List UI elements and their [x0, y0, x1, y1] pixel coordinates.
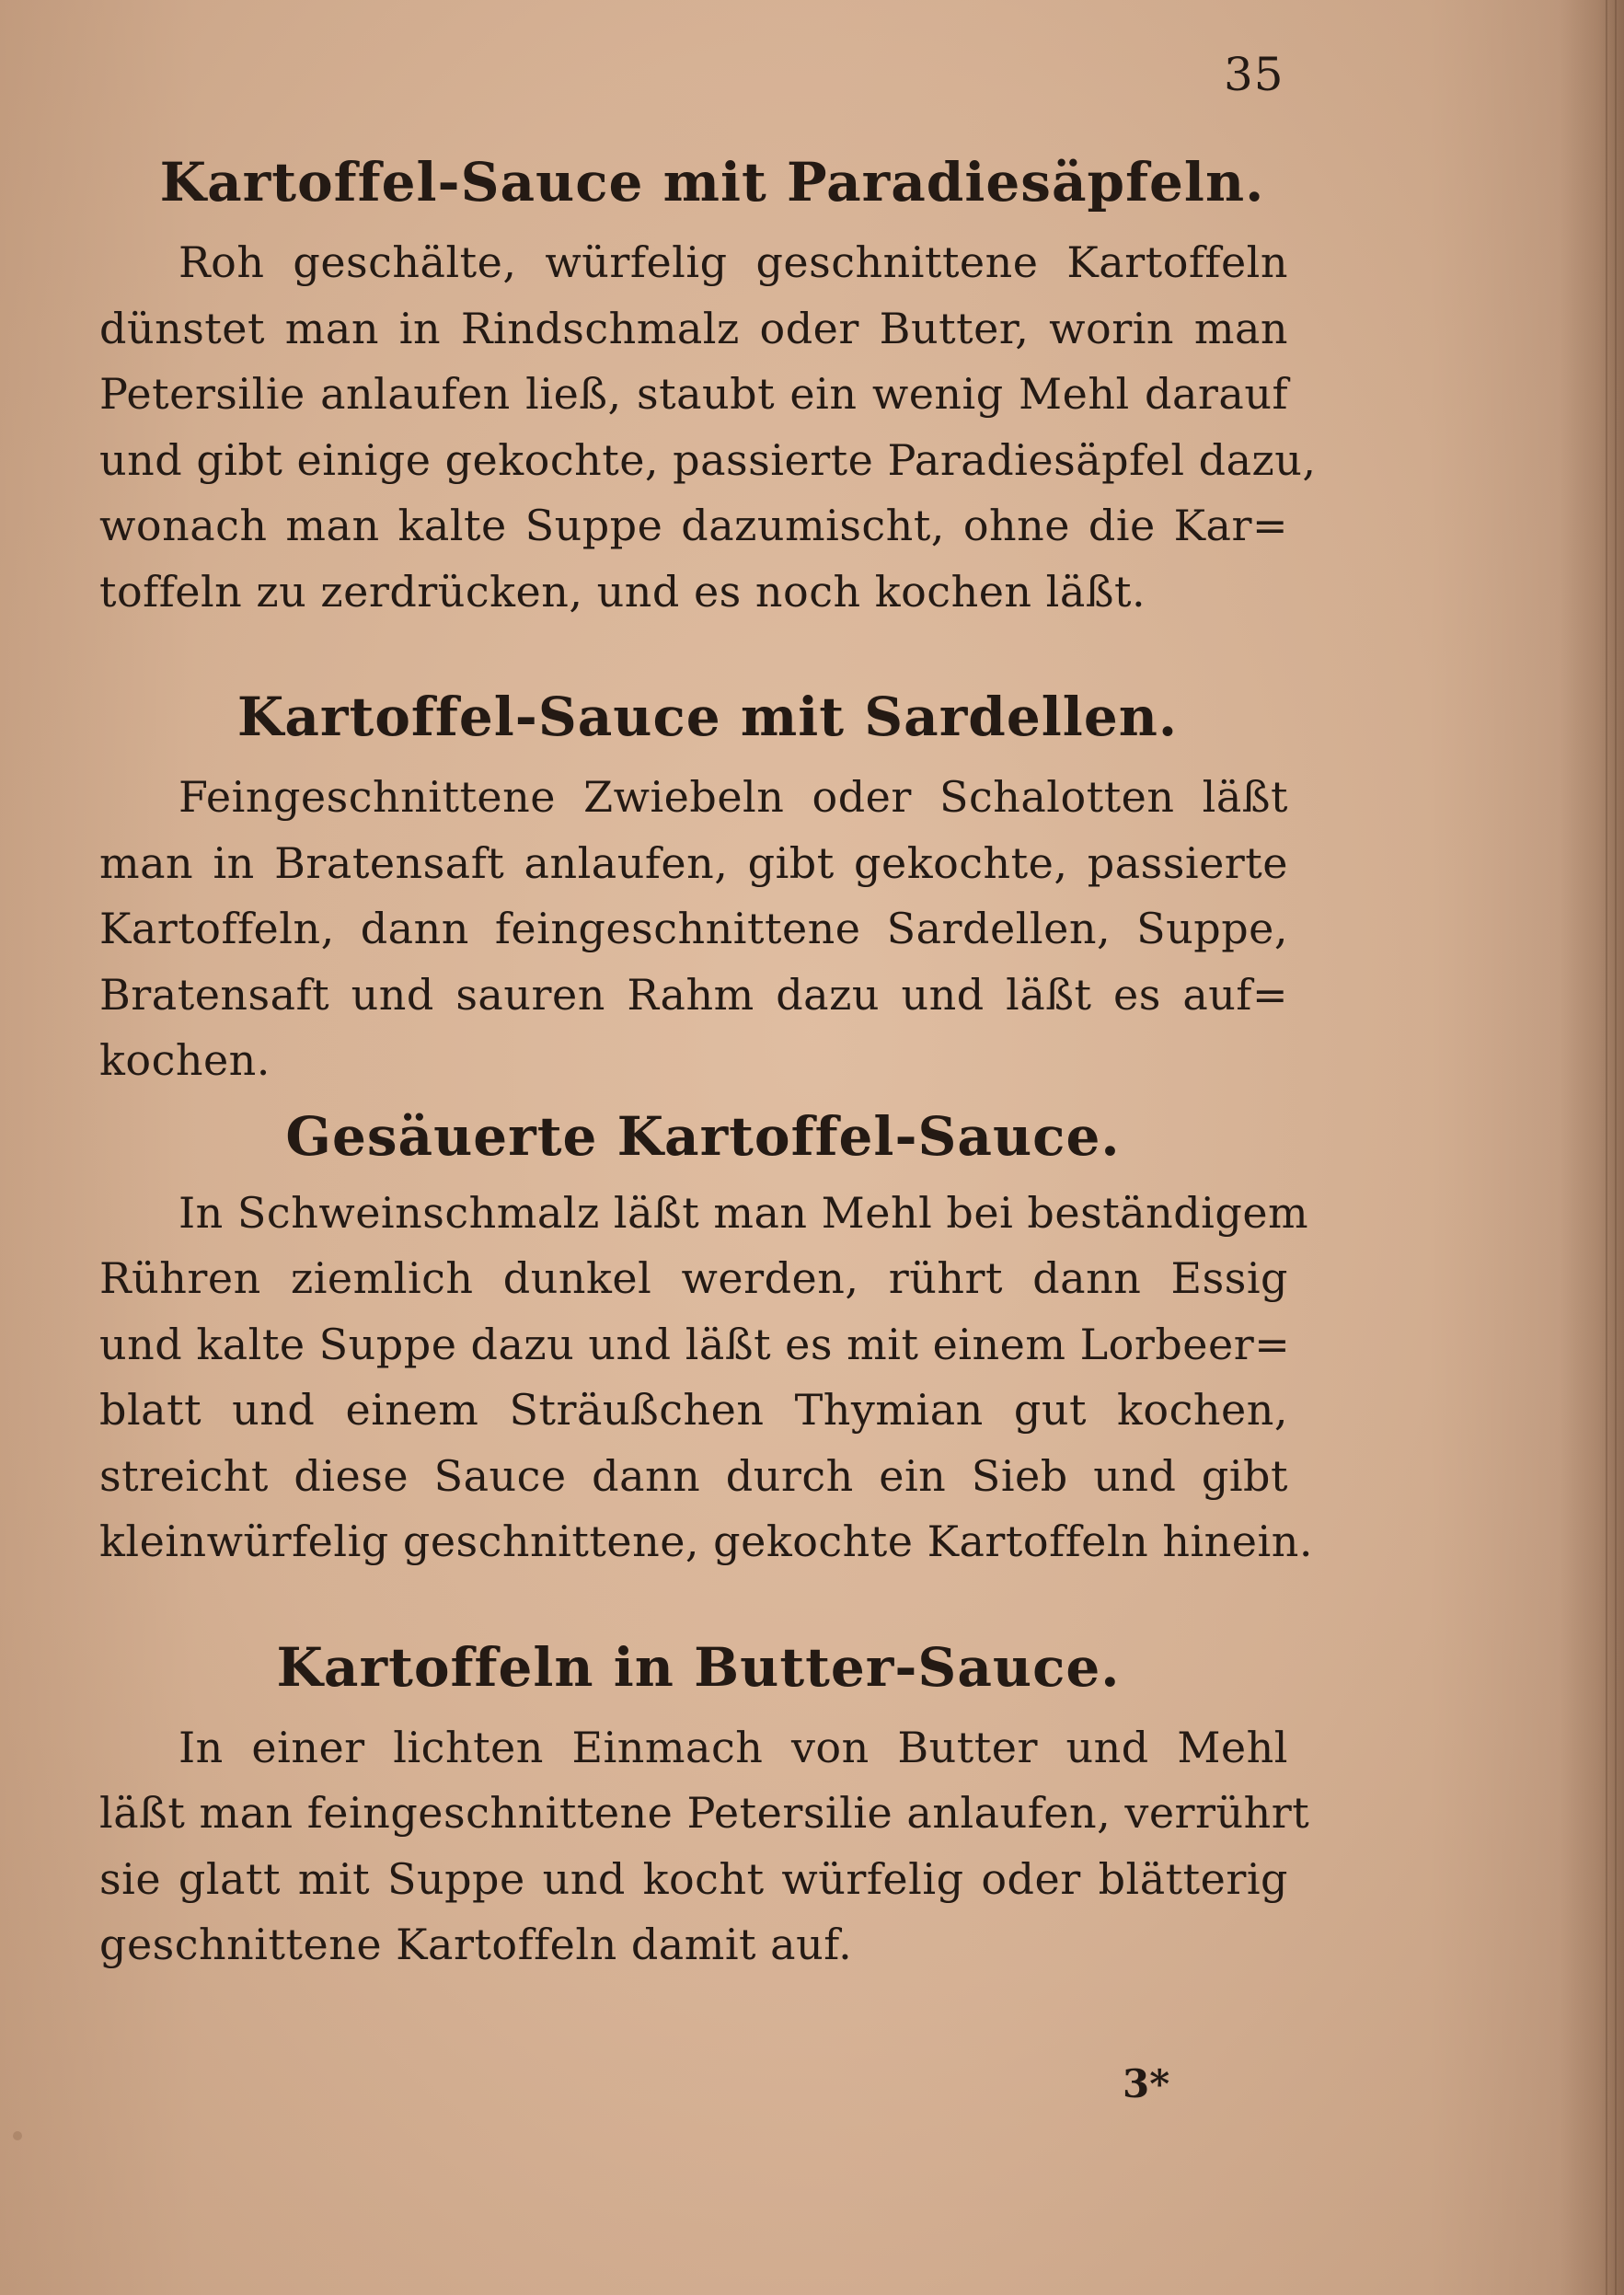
text-line: geschnittene Kartoffeln damit auf.: [99, 1920, 853, 1969]
text-line: Bratensaft und sauren Rahm dazu und läßt es auf=: [99, 969, 1288, 1020]
section-body: [99, 230, 1317, 625]
section-title: Kartoffel-Sauce mit Sardellen.: [236, 686, 1179, 748]
paper-stain: [13, 2131, 22, 2140]
section-body: [99, 1181, 1313, 1575]
section-body: [99, 1715, 1310, 1978]
signature-mark: 3*: [1123, 2061, 1170, 2106]
page-edge-line: [1606, 0, 1607, 2295]
page-content: [99, 147, 1317, 1978]
text-line: blatt und einem Sträußchen Thymian gut kochen,: [99, 1385, 1288, 1435]
text-line: Roh geschälte, würfelig geschnittene Kartoffeln: [179, 237, 1288, 287]
section-title: Kartoffel-Sauce mit Paradiesäpfeln.: [159, 151, 1265, 213]
page-number: 35: [1224, 48, 1284, 101]
text-line: und kalte Suppe dazu und läßt es mit einem Lorbeer=: [99, 1319, 1291, 1369]
text-line: Petersilie anlaufen ließ, staubt ein wenig Mehl darauf: [99, 369, 1288, 419]
text-line: und gibt einige gekochte, passierte Paradiesäpfel dazu,: [99, 434, 1317, 485]
text-line: kochen.: [99, 1035, 271, 1085]
text-line: Kartoffeln, dann feingeschnittene Sardellen, Suppe,: [99, 904, 1288, 953]
text-line: läßt man feingeschnittene Petersilie anlaufen, verrührt: [99, 1788, 1310, 1838]
section-title: Kartoffeln in Butter-Sauce.: [276, 1635, 1121, 1699]
text-line: streicht diese Sauce dann durch ein Sieb und gibt: [99, 1450, 1288, 1501]
text-line: sie glatt mit Suppe und kocht würfelig oder blätterig: [99, 1853, 1288, 1904]
text-line: dünstet man in Rindschmalz oder Butter, worin man: [99, 303, 1288, 353]
text-line: man in Bratensaft anlaufen, gibt gekochte, passierte: [99, 837, 1288, 888]
text-line: wonach man kalte Suppe dazumischt, ohne die Kar=: [99, 501, 1288, 550]
text-line: kleinwürfelig geschnittene, gekochte Kartoffeln hinein.: [99, 1517, 1313, 1566]
text-line: Rühren ziemlich dunkel werden, rührt dann Essig: [99, 1253, 1288, 1303]
section-body: [99, 765, 1288, 1094]
section-title: Gesäuerte Kartoffel-Sauce.: [285, 1104, 1121, 1168]
text-line: toffeln zu zerdrücken, und es noch kochen läßt.: [99, 566, 1146, 617]
text-line: Feingeschnittene Zwiebeln oder Schalotten läßt: [179, 772, 1288, 822]
text-line: In Schweinschmalz läßt man Mehl bei beständigem: [179, 1187, 1309, 1238]
page-edge-line: [1615, 0, 1617, 2295]
text-line: In einer lichten Einmach von Butter und Mehl: [179, 1722, 1288, 1772]
